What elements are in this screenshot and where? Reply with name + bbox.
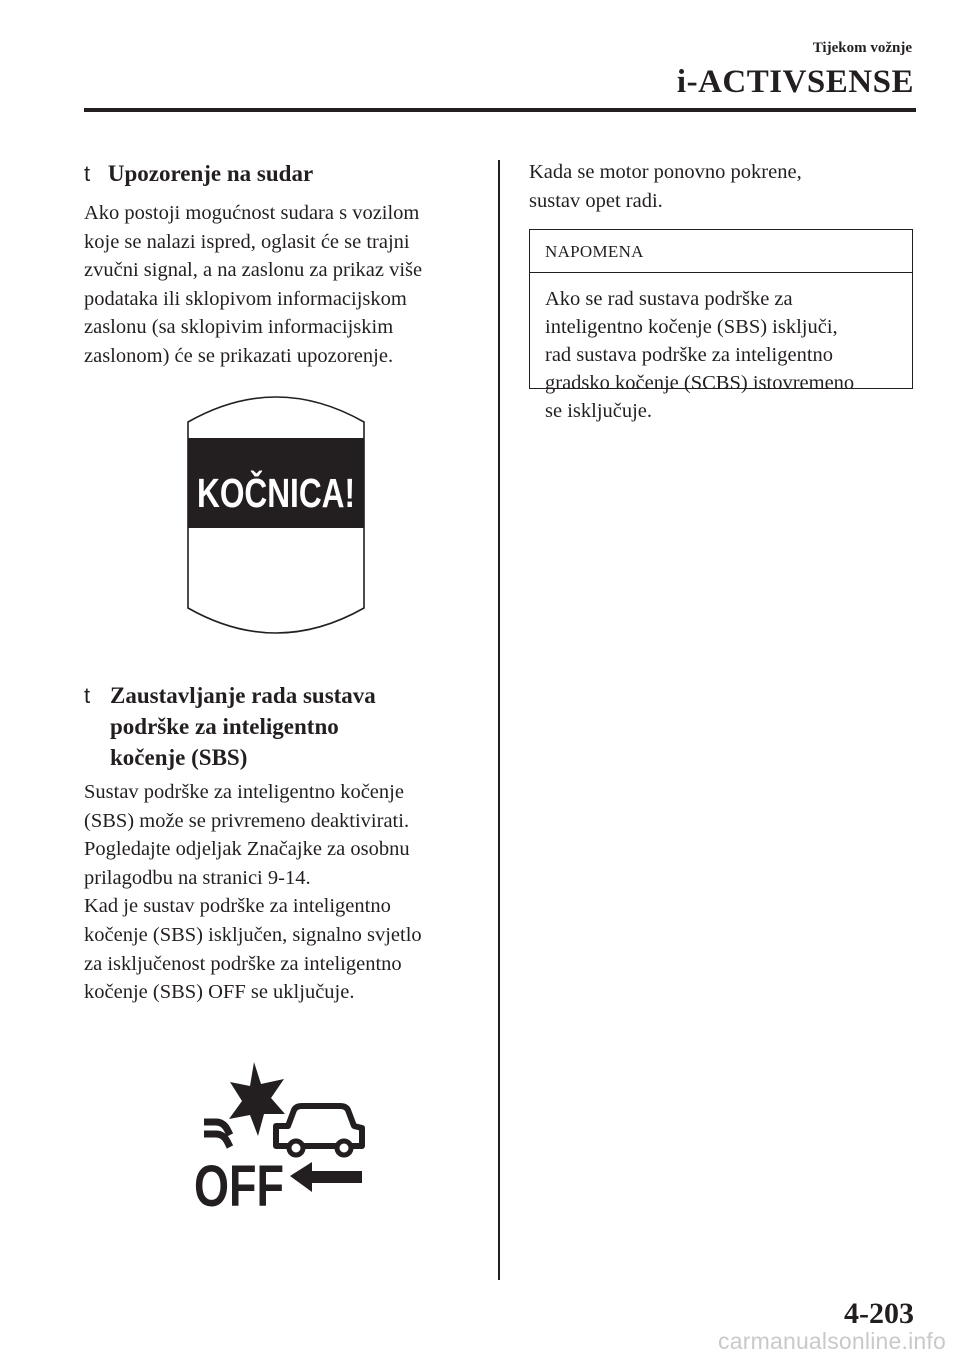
page-number: 4-203 — [844, 1297, 914, 1330]
note-title: NAPOMENA — [530, 230, 912, 273]
warning-text: KOČNICA! — [197, 470, 355, 516]
header-rule — [84, 108, 916, 112]
paragraph-line: Kada se motor ponovno pokrene, — [529, 161, 802, 183]
paragraph-line: sustav opet radi. — [529, 189, 663, 212]
section2-bullet: t — [84, 683, 91, 708]
section2-heading-line: podrške za inteligentno — [110, 714, 339, 739]
paragraph-line: Kad je sustav podrške za inteligentno — [84, 895, 391, 918]
paragraph-line: prilagodbu na stranici 9-14. — [84, 866, 311, 889]
brake-warning-display — [186, 384, 366, 648]
section2-heading-line: Zaustavljanje rada sustava — [110, 683, 376, 708]
paragraph-line: kočenje (SBS) isključen, signalno svjetlo — [84, 923, 422, 946]
header-section: Tijekom vožnje — [812, 40, 912, 56]
watermark: carmanualsonline.info — [718, 1328, 946, 1354]
paragraph-line: zvučni signal, a na zaslonu za prikaz više — [84, 259, 423, 282]
front-car-icon — [276, 1106, 362, 1155]
note-line: rad sustava podrške za inteligentno — [545, 344, 834, 366]
column-divider — [498, 160, 500, 1280]
paragraph-line: koje se nalazi ispred, oglasit će se trajni — [84, 230, 410, 253]
note-line: Ako se rad sustava podrške za — [545, 288, 793, 310]
paragraph-line: za isključenost podrške za inteligentno — [84, 952, 402, 975]
section1-paragraph — [84, 199, 484, 371]
note-body — [530, 273, 912, 425]
section2-heading-row — [84, 680, 376, 773]
paragraph-line: kočenje (SBS) OFF se uključuje. — [84, 981, 355, 1004]
right-column-paragraph — [529, 158, 919, 215]
off-label: OFF — [194, 1154, 284, 1219]
note-box — [529, 229, 913, 422]
paragraph-line: Pogledajte odjeljak Značajke za osobnu — [84, 838, 410, 861]
paragraph-line: podataka ili sklopivom informacijskom — [84, 287, 407, 310]
arrow-left-icon — [290, 1162, 362, 1192]
section1-heading-row — [84, 158, 313, 189]
radar-waves-icon — [204, 1122, 230, 1147]
paragraph-line: (SBS) može se privremeno deaktivirati. — [84, 809, 410, 832]
section2-heading-line: kočenje (SBS) — [110, 745, 248, 770]
section1-heading: Upozorenje na sudar — [107, 161, 314, 186]
paragraph-line: Sustav podrške za inteligentno kočenje — [84, 781, 404, 803]
section2-paragraph — [84, 778, 484, 1007]
paragraph-line: zaslonu (sa sklopivim informacijskim — [84, 316, 394, 339]
note-line: inteligentno kočenje (SBS) isključi, — [545, 316, 838, 338]
header-chapter-title: i-ACTIVSENSE — [676, 64, 914, 100]
sbs-off-indicator-icon — [190, 1062, 370, 1219]
paragraph-line: zaslonom) će se prikazati upozorenje. — [84, 344, 394, 367]
paragraph-line: Ako postoji mogućnost sudara s vozilom — [84, 202, 420, 224]
note-line: se isključuje. — [545, 400, 653, 422]
section1-bullet: t — [84, 161, 91, 186]
note-line: gradsko kočenje (SCBS) istovremeno — [545, 372, 855, 394]
